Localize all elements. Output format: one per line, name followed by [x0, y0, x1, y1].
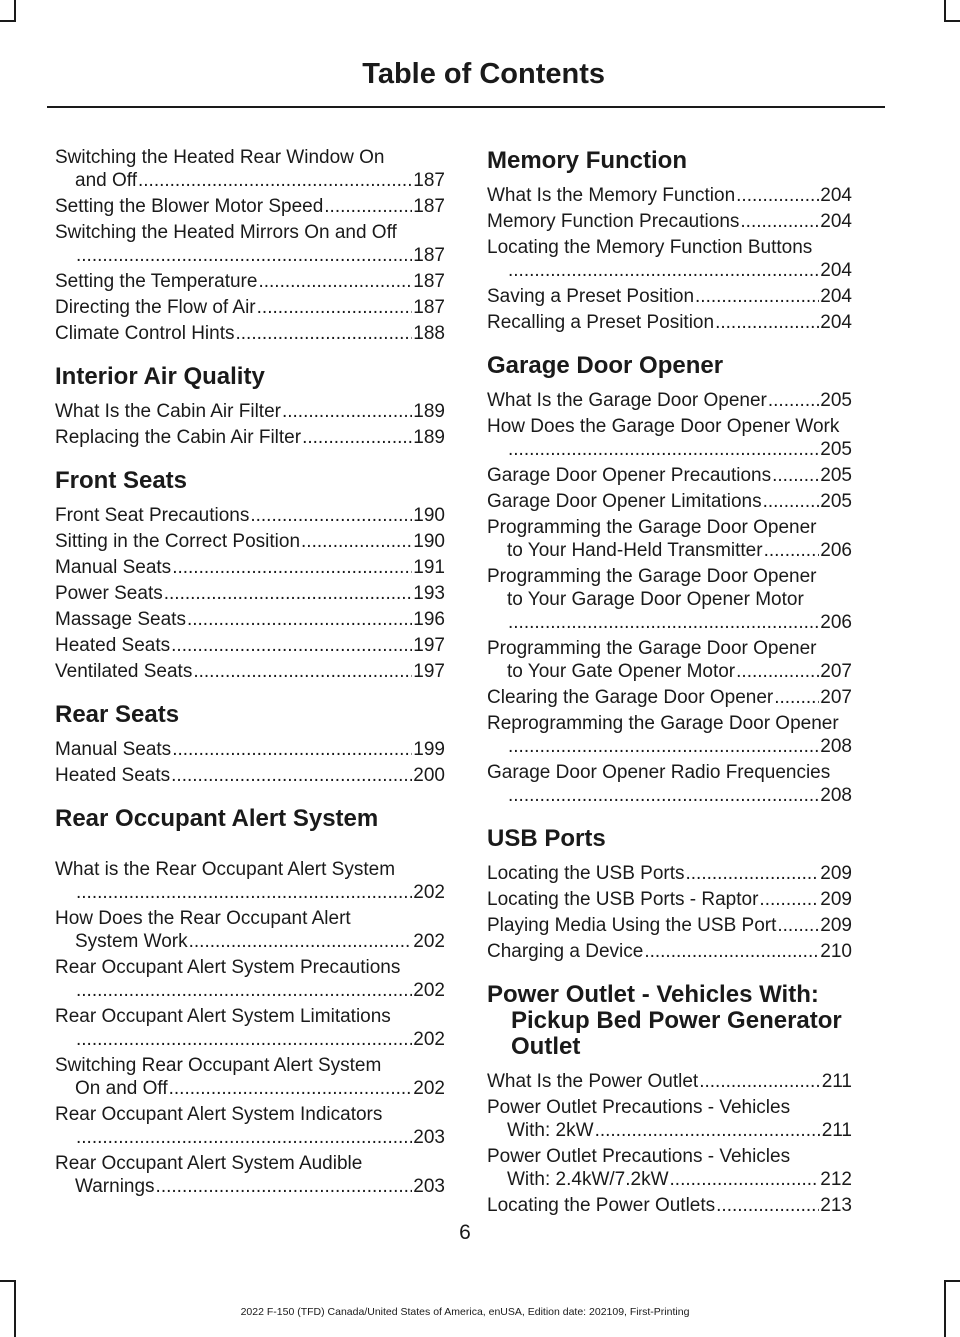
toc-page-number: 210: [820, 941, 852, 962]
toc-entry[interactable]: [55, 556, 445, 579]
toc-page-number: 208: [820, 736, 852, 757]
toc-page-number: 209: [820, 915, 852, 936]
toc-leader-dots: [302, 426, 412, 449]
toc-entry-title: With: 2kW: [507, 1120, 594, 1141]
toc-leader-dots: [236, 322, 413, 345]
toc-page-number: 207: [820, 661, 852, 682]
toc-entry[interactable]: [55, 660, 445, 683]
toc-entry-title: Directing the Flow of Air: [55, 297, 256, 318]
toc-entry-title: Reprogramming the Garage Door Opener: [487, 713, 839, 734]
toc-page-number: 193: [413, 583, 445, 604]
toc-entry-title: Switching the Heated Rear Window On: [55, 147, 385, 168]
toc-page-number: 209: [820, 889, 852, 910]
toc-page-number: 189: [413, 401, 445, 422]
toc-entry-title: Power Outlet Precautions - Vehicles: [487, 1097, 791, 1118]
toc-entry[interactable]: [55, 764, 445, 787]
toc-entry[interactable]: [55, 400, 445, 423]
section-heading-line: Memory Function: [487, 147, 688, 174]
toc-entry-continuation: [55, 1175, 445, 1198]
toc-page-number: 206: [820, 540, 852, 561]
toc-entry-title: to Your Garage Door Opener Motor: [507, 589, 804, 610]
toc-entry-title: Rear Occupant Alert System Precautions: [55, 957, 401, 978]
crop-mark: [946, 1280, 960, 1282]
toc-entry[interactable]: [487, 184, 852, 207]
toc-leader-dots: [716, 1194, 819, 1217]
toc-leader-dots: [258, 270, 412, 293]
toc-page-number: 187: [413, 170, 445, 191]
header-rule: [47, 106, 885, 108]
toc-page-number: 188: [413, 323, 445, 344]
toc-entry[interactable]: [487, 914, 852, 937]
toc-entry-title: Manual Seats: [55, 557, 172, 578]
toc-entry[interactable]: [487, 1194, 852, 1217]
toc-page-number: 203: [413, 1127, 445, 1148]
toc-page-number: 187: [413, 245, 445, 266]
toc-page-number: 191: [413, 557, 445, 578]
toc-page-number: 207: [820, 687, 852, 708]
section-heading: [55, 702, 445, 728]
section-heading-line: Pickup Bed Power Generator: [511, 1007, 842, 1034]
toc-leader-dots: [763, 490, 820, 513]
toc-entry-title: Programming the Garage Door Opener: [487, 638, 817, 659]
toc-leader-dots: [699, 1070, 821, 1093]
toc-page-number: 187: [413, 271, 445, 292]
toc-page-number: 205: [820, 390, 852, 411]
toc-entry[interactable]: [487, 210, 852, 233]
toc-entry-continuation: [487, 1119, 852, 1142]
toc-leader-dots: [169, 1077, 413, 1100]
section-heading-line: Power Outlet - Vehicles With:: [487, 981, 819, 1008]
crop-mark: [14, 0, 16, 22]
toc-page-number: 213: [820, 1195, 852, 1216]
toc-entry-title: to Your Hand-Held Transmitter: [507, 540, 763, 561]
toc-leader-dots: [282, 400, 412, 423]
footer-text: 2022 F-150 (TFD) Canada/United States of America, enUSA, Edition date: 202109, First-Printing: [240, 1306, 690, 1318]
toc-leader-dots: [715, 311, 819, 334]
toc-leader-dots: [257, 296, 413, 319]
section-heading-line: Interior Air Quality: [55, 363, 265, 390]
toc-leader-dots: [670, 1168, 820, 1191]
toc-entry[interactable]: [487, 888, 852, 911]
toc-page-number: 203: [413, 1176, 445, 1197]
toc-leader-dots: [172, 738, 412, 761]
toc-leader-dots: [736, 184, 819, 207]
toc-entry[interactable]: [55, 504, 445, 527]
toc-entry-title: Playing Media Using the USB Port: [487, 915, 777, 936]
toc-page-number: 200: [413, 765, 445, 786]
toc-entry-title: Charging a Device: [487, 941, 644, 962]
toc-entry[interactable]: [487, 940, 852, 963]
toc-entry-title: Manual Seats: [55, 739, 172, 760]
toc-entry[interactable]: [487, 236, 852, 282]
section-heading: [487, 982, 852, 1060]
toc-entry[interactable]: [487, 516, 852, 562]
toc-entry-title: Rear Occupant Alert System Limitations: [55, 1006, 391, 1027]
toc-leader-dots: [250, 504, 412, 527]
section-heading: [487, 353, 852, 379]
toc-leader-dots: [189, 930, 413, 953]
toc-entry[interactable]: [487, 1096, 852, 1142]
toc-entry-title: Switching Rear Occupant Alert System: [55, 1055, 382, 1076]
toc-entry[interactable]: [55, 738, 445, 761]
toc-page-number: 202: [413, 931, 445, 952]
toc-entry[interactable]: [55, 195, 445, 218]
toc-page-number: 205: [820, 439, 852, 460]
toc-entry[interactable]: [55, 1152, 445, 1198]
toc-entry-title: Clearing the Garage Door Opener: [487, 687, 774, 708]
section-heading-line: Rear Occupant Alert System: [55, 805, 379, 832]
toc-page-number: 204: [820, 260, 852, 281]
toc-leader-dots: [138, 169, 412, 192]
toc-entry-title: to Your Gate Opener Motor: [507, 661, 736, 682]
toc-entry-title: Memory Function Precautions: [487, 211, 740, 232]
toc-leader-dots: [508, 784, 819, 807]
toc-entry[interactable]: [487, 1070, 852, 1093]
toc-page-number: 206: [820, 612, 852, 633]
toc-entry-title: Rear Occupant Alert System Indicators: [55, 1104, 383, 1125]
toc-entry-title: On and Off: [75, 1078, 168, 1099]
toc-leader-dots: [736, 660, 819, 683]
toc-entry-title: How Does the Rear Occupant Alert: [55, 908, 351, 929]
toc-leader-dots: [76, 881, 412, 904]
toc-entry[interactable]: [487, 761, 852, 807]
toc-leader-dots: [695, 285, 819, 308]
toc-entry[interactable]: [55, 1005, 445, 1051]
toc-entry-title: Locating the USB Ports - Raptor: [487, 889, 759, 910]
toc-page-number: 211: [821, 1071, 852, 1092]
toc-page-number: 204: [820, 185, 852, 206]
toc-entry-title: With: 2.4kW/7.2kW: [507, 1169, 669, 1190]
toc-page-number: 197: [413, 661, 445, 682]
toc-right-column: [487, 146, 852, 1220]
toc-entry-title: What is the Rear Occupant Alert System: [55, 859, 396, 880]
toc-leader-dots: [76, 1126, 412, 1149]
toc-page-number: 212: [820, 1169, 852, 1190]
toc-entry-continuation: [55, 169, 445, 192]
toc-entry-title: What Is the Memory Function: [487, 185, 736, 206]
toc-leader-dots: [740, 210, 819, 233]
toc-entry[interactable]: [55, 634, 445, 657]
toc-entry-title: Climate Control Hints: [55, 323, 235, 344]
toc-page-number: 204: [820, 312, 852, 333]
toc-leader-dots: [156, 1175, 413, 1198]
toc-left-column: [55, 146, 445, 1201]
section-heading-line: USB Ports: [487, 825, 606, 852]
toc-entry[interactable]: [487, 862, 852, 885]
toc-entry-title: What Is the Garage Door Opener: [487, 390, 767, 411]
toc-page-number: 208: [820, 785, 852, 806]
toc-entry-title: Garage Door Opener Limitations: [487, 491, 762, 512]
toc-entry[interactable]: [55, 858, 445, 904]
toc-entry[interactable]: [487, 1145, 852, 1191]
toc-entry-title: Switching the Heated Mirrors On and Off: [55, 222, 397, 243]
toc-entry-continuation: [55, 979, 445, 1002]
toc-entry-title: Power Seats: [55, 583, 163, 604]
crop-mark: [944, 1280, 946, 1337]
toc-entry[interactable]: [487, 712, 852, 758]
toc-entry[interactable]: [487, 686, 852, 709]
toc-leader-dots: [76, 244, 412, 267]
toc-leader-dots: [171, 764, 412, 787]
toc-entry-continuation: [487, 735, 852, 758]
toc-page-number: 196: [413, 609, 445, 630]
toc-leader-dots: [301, 530, 412, 553]
toc-entry-title: Recalling a Preset Position: [487, 312, 715, 333]
toc-entry-title: Programming the Garage Door Opener: [487, 517, 817, 538]
toc-leader-dots: [759, 888, 819, 911]
toc-entry-title: Programming the Garage Door Opener: [487, 566, 817, 587]
toc-entry-continuation: [487, 660, 852, 683]
toc-entry[interactable]: [487, 565, 852, 634]
section-heading-line: Outlet: [511, 1033, 581, 1060]
section-heading-line: Garage Door Opener: [487, 352, 724, 379]
toc-entry-title: and Off: [75, 170, 137, 191]
toc-entry-continuation: [55, 244, 445, 267]
toc-leader-dots: [171, 634, 412, 657]
toc-entry[interactable]: [55, 582, 445, 605]
toc-entry-title: Replacing the Cabin Air Filter: [55, 427, 302, 448]
toc-leader-dots: [187, 608, 412, 631]
toc-leader-dots: [508, 438, 819, 461]
toc-entry-continuation: [487, 259, 852, 282]
toc-page-number: 190: [413, 505, 445, 526]
toc-entry-title: Front Seat Precautions: [55, 505, 250, 526]
toc-entry-continuation: [55, 881, 445, 904]
section-heading: [55, 468, 445, 494]
toc-entry[interactable]: [55, 270, 445, 293]
toc-entry-title: Heated Seats: [55, 765, 171, 786]
toc-entry[interactable]: [55, 1103, 445, 1149]
toc-entry-continuation: [55, 1126, 445, 1149]
toc-page-number: 204: [820, 286, 852, 307]
toc-page-number: 187: [413, 196, 445, 217]
toc-page-number: 202: [413, 1029, 445, 1050]
toc-entry-title: Rear Occupant Alert System Audible: [55, 1153, 363, 1174]
toc-leader-dots: [774, 686, 819, 709]
toc-entry-title: Setting the Blower Motor Speed: [55, 196, 324, 217]
toc-leader-dots: [193, 660, 412, 683]
page-number: 6: [459, 1221, 471, 1244]
toc-entry-title: Garage Door Opener Radio Frequencies: [487, 762, 831, 783]
toc-page-number: 199: [413, 739, 445, 760]
toc-entry-continuation: [487, 611, 852, 634]
toc-entry[interactable]: [487, 490, 852, 513]
toc-entry-title: Locating the Power Outlets: [487, 1195, 716, 1216]
toc-page-number: 202: [413, 1078, 445, 1099]
toc-page-number: 187: [413, 297, 445, 318]
toc-page-number: 205: [820, 465, 852, 486]
toc-entry[interactable]: [487, 415, 852, 461]
crop-mark: [0, 1280, 14, 1282]
toc-leader-dots: [768, 389, 819, 412]
toc-page-number: 209: [820, 863, 852, 884]
toc-entry-title: Massage Seats: [55, 609, 186, 630]
toc-leader-dots: [508, 259, 819, 282]
toc-entry[interactable]: [55, 426, 445, 449]
toc-page-number: 202: [413, 980, 445, 1001]
toc-entry[interactable]: [55, 1054, 445, 1100]
toc-entry-continuation: [55, 1028, 445, 1051]
toc-entry[interactable]: [487, 311, 852, 334]
crop-mark: [946, 20, 960, 22]
toc-entry-title: Garage Door Opener Precautions: [487, 465, 772, 486]
toc-entry[interactable]: [55, 608, 445, 631]
toc-leader-dots: [772, 464, 819, 487]
toc-entry-title: Heated Seats: [55, 635, 171, 656]
toc-leader-dots: [324, 195, 412, 218]
section-heading: [55, 806, 445, 832]
toc-entry-continuation: [487, 784, 852, 807]
toc-entry-continuation: [487, 1168, 852, 1191]
toc-leader-dots: [777, 914, 819, 937]
toc-entry[interactable]: [487, 637, 852, 683]
toc-entry-title: Sitting in the Correct Position: [55, 531, 301, 552]
toc-page-number: 204: [820, 211, 852, 232]
toc-entry-title: Saving a Preset Position: [487, 286, 695, 307]
toc-entry-title: Locating the Memory Function Buttons: [487, 237, 813, 258]
section-heading: [487, 826, 852, 852]
toc-page-number: 197: [413, 635, 445, 656]
toc-entry[interactable]: [487, 285, 852, 308]
toc-leader-dots: [686, 862, 820, 885]
toc-leader-dots: [595, 1119, 821, 1142]
toc-leader-dots: [644, 940, 819, 963]
toc-entry[interactable]: [55, 322, 445, 345]
toc-leader-dots: [76, 979, 412, 1002]
toc-entry-title: Ventilated Seats: [55, 661, 193, 682]
toc-leader-dots: [508, 611, 819, 634]
toc-entry[interactable]: [55, 530, 445, 553]
toc-entry[interactable]: [487, 389, 852, 412]
toc-entry-title: What Is the Cabin Air Filter: [55, 401, 281, 422]
toc-entry-title: Setting the Temperature: [55, 271, 258, 292]
crop-mark: [0, 20, 14, 22]
toc-leader-dots: [172, 556, 412, 579]
toc-entry-continuation: [55, 1077, 445, 1100]
toc-entry-title: Locating the USB Ports: [487, 863, 685, 884]
toc-page-number: 211: [821, 1120, 852, 1141]
section-heading-line: Front Seats: [55, 467, 188, 494]
toc-page-number: 189: [413, 427, 445, 448]
toc-page-number: 190: [413, 531, 445, 552]
toc-entry-continuation: [487, 539, 852, 562]
toc-page-number: 205: [820, 491, 852, 512]
toc-page-number: 202: [413, 882, 445, 903]
page-title: Table of Contents: [362, 58, 605, 90]
section-heading: [55, 364, 445, 390]
toc-entry[interactable]: [55, 146, 445, 192]
toc-entry[interactable]: [55, 296, 445, 319]
toc-entry-title: Warnings: [75, 1176, 155, 1197]
toc-entry[interactable]: [55, 907, 445, 953]
toc-entry-title: What Is the Power Outlet: [487, 1071, 699, 1092]
crop-mark: [944, 0, 946, 22]
toc-entry-title: Power Outlet Precautions - Vehicles: [487, 1146, 791, 1167]
toc-leader-dots: [764, 539, 820, 562]
toc-entry[interactable]: [55, 221, 445, 267]
section-heading: [487, 148, 852, 174]
toc-entry-title: How Does the Garage Door Opener Work: [487, 416, 840, 437]
toc-entry-continuation: [487, 438, 852, 461]
toc-entry-title: System Work: [75, 931, 188, 952]
toc-leader-dots: [508, 735, 819, 758]
toc-entry[interactable]: [55, 956, 445, 1002]
toc-leader-dots: [164, 582, 413, 605]
toc-leader-dots: [76, 1028, 412, 1051]
section-heading-line: Rear Seats: [55, 701, 180, 728]
toc-entry-continuation: [55, 930, 445, 953]
toc-entry[interactable]: [487, 464, 852, 487]
